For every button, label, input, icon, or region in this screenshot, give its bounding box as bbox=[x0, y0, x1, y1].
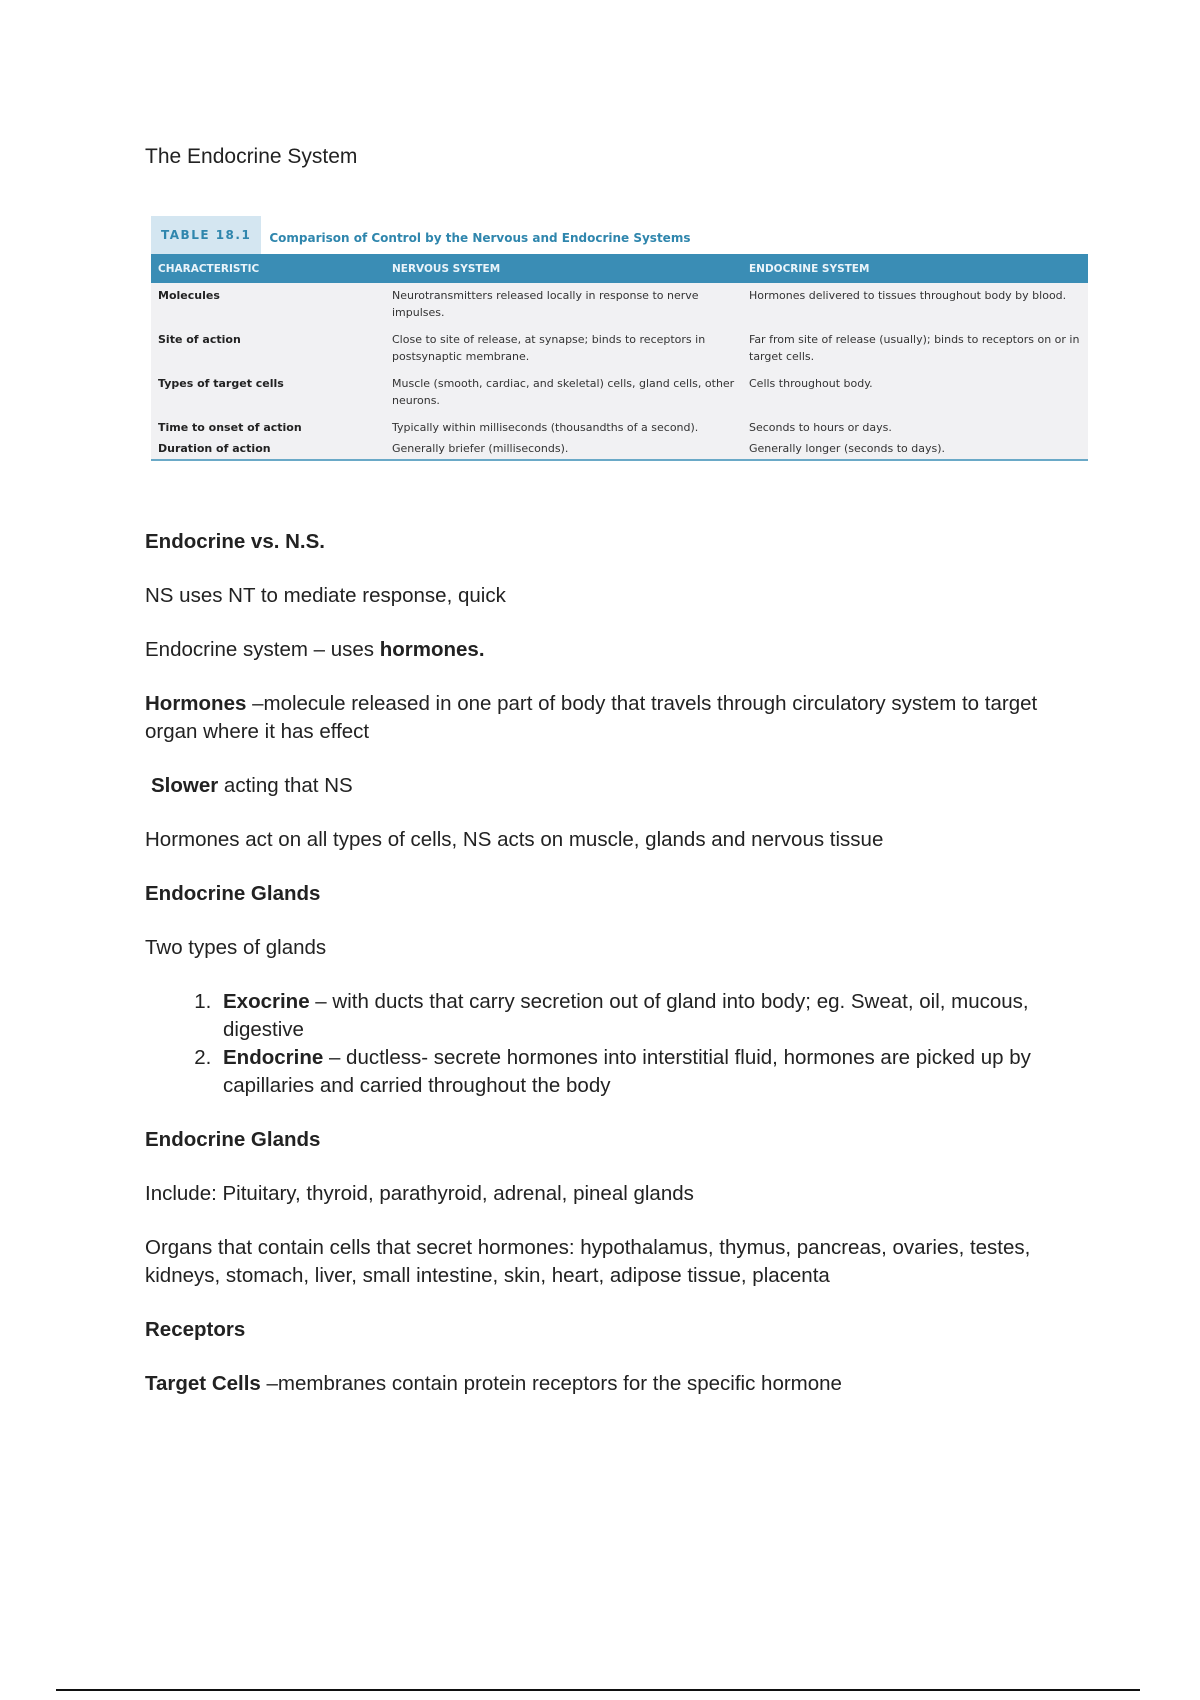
section-heading: Endocrine Glands bbox=[145, 882, 321, 905]
table-row bbox=[151, 419, 1088, 436]
paragraph bbox=[145, 636, 1095, 664]
table-row bbox=[151, 375, 1088, 409]
bold-term: Slower bbox=[151, 774, 219, 797]
paragraph bbox=[145, 690, 1095, 746]
table-row bbox=[151, 440, 1088, 457]
table-header-row bbox=[151, 254, 1088, 283]
header-characteristic: CHARACTERISTIC bbox=[158, 262, 260, 275]
row-label: Types of target cells bbox=[158, 377, 284, 390]
nervous-cell: Close to site of release, at synapse; binds to receptors in postsynaptic membrane. bbox=[392, 333, 706, 363]
text: Endocrine system – uses bbox=[145, 638, 380, 661]
row-label: Time to onset of action bbox=[158, 421, 302, 434]
header-endocrine-system: ENDOCRINE SYSTEM bbox=[749, 262, 870, 275]
page-bottom-divider bbox=[56, 1689, 1140, 1691]
bold-term: Hormones bbox=[145, 692, 247, 715]
paragraph: Include: Pituitary, thyroid, parathyroid, adrenal, pineal glands bbox=[145, 1182, 694, 1205]
list-item bbox=[217, 1044, 1095, 1100]
endocrine-cell: Seconds to hours or days. bbox=[749, 421, 892, 434]
row-label: Molecules bbox=[158, 289, 220, 302]
bold-term: Target Cells bbox=[145, 1372, 261, 1395]
text: –membranes contain protein receptors for the specific hormone bbox=[260, 1372, 842, 1395]
text: – ductless- secrete hormones into interstitial fluid, hormones are picked up by capillaries and carried throughout the body bbox=[223, 1046, 1031, 1097]
nervous-cell: Neurotransmitters released locally in response to nerve impulses. bbox=[392, 289, 699, 319]
paragraph bbox=[145, 772, 1095, 800]
table-number: TABLE 18.1 bbox=[151, 216, 261, 254]
paragraph: Two types of glands bbox=[145, 936, 327, 959]
text: –molecule released in one part of body that travels through circulatory system to target organ where it has effect bbox=[145, 692, 1038, 743]
text: – with ducts that carry secretion out of gland into body; eg. Sweat, oil, mucous, digestive bbox=[223, 990, 1029, 1041]
nervous-cell: Generally briefer (milliseconds). bbox=[392, 442, 569, 455]
bold-term: Exocrine bbox=[223, 990, 310, 1013]
document-title: The Endocrine System bbox=[145, 145, 358, 168]
paragraph bbox=[145, 1370, 1095, 1398]
table-body bbox=[151, 283, 1088, 461]
row-label: Site of action bbox=[158, 333, 241, 346]
list-item bbox=[217, 988, 1095, 1044]
paragraph: Organs that contain cells that secret hormones: hypothalamus, thymus, pancreas, ovaries, testes, kidneys, stomach, liver, small intestine, skin, heart, adipose tissue, placenta bbox=[145, 1236, 1031, 1287]
bold-term: Endocrine bbox=[223, 1046, 324, 1069]
text: acting that NS bbox=[218, 774, 353, 797]
paragraph: Hormones act on all types of cells, NS acts on muscle, glands and nervous tissue bbox=[145, 828, 884, 851]
comparison-table bbox=[151, 216, 1088, 461]
table-title: Comparison of Control by the Nervous and Endocrine Systems bbox=[269, 231, 691, 245]
row-label: Duration of action bbox=[158, 442, 271, 455]
table-row bbox=[151, 331, 1088, 365]
table-row bbox=[151, 287, 1088, 321]
endocrine-cell: Hormones delivered to tissues throughout body by blood. bbox=[749, 289, 1067, 302]
nervous-cell: Muscle (smooth, cardiac, and skeletal) cells, gland cells, other neurons. bbox=[392, 377, 735, 407]
gland-types-list bbox=[145, 988, 1095, 1100]
section-heading: Receptors bbox=[145, 1318, 246, 1341]
endocrine-cell: Far from site of release (usually); binds to receptors on or in target cells. bbox=[749, 333, 1080, 363]
section-heading: Endocrine vs. N.S. bbox=[145, 530, 325, 553]
header-nervous-system: NERVOUS SYSTEM bbox=[392, 262, 501, 275]
endocrine-cell: Cells throughout body. bbox=[749, 377, 873, 390]
notes-content bbox=[145, 528, 1095, 1424]
table-caption bbox=[151, 216, 1088, 254]
section-heading: Endocrine Glands bbox=[145, 1128, 321, 1151]
bold-term: hormones. bbox=[379, 638, 485, 661]
nervous-cell: Typically within milliseconds (thousandths of a second). bbox=[392, 421, 699, 434]
endocrine-cell: Generally longer (seconds to days). bbox=[749, 442, 945, 455]
paragraph: NS uses NT to mediate response, quick bbox=[145, 584, 506, 607]
